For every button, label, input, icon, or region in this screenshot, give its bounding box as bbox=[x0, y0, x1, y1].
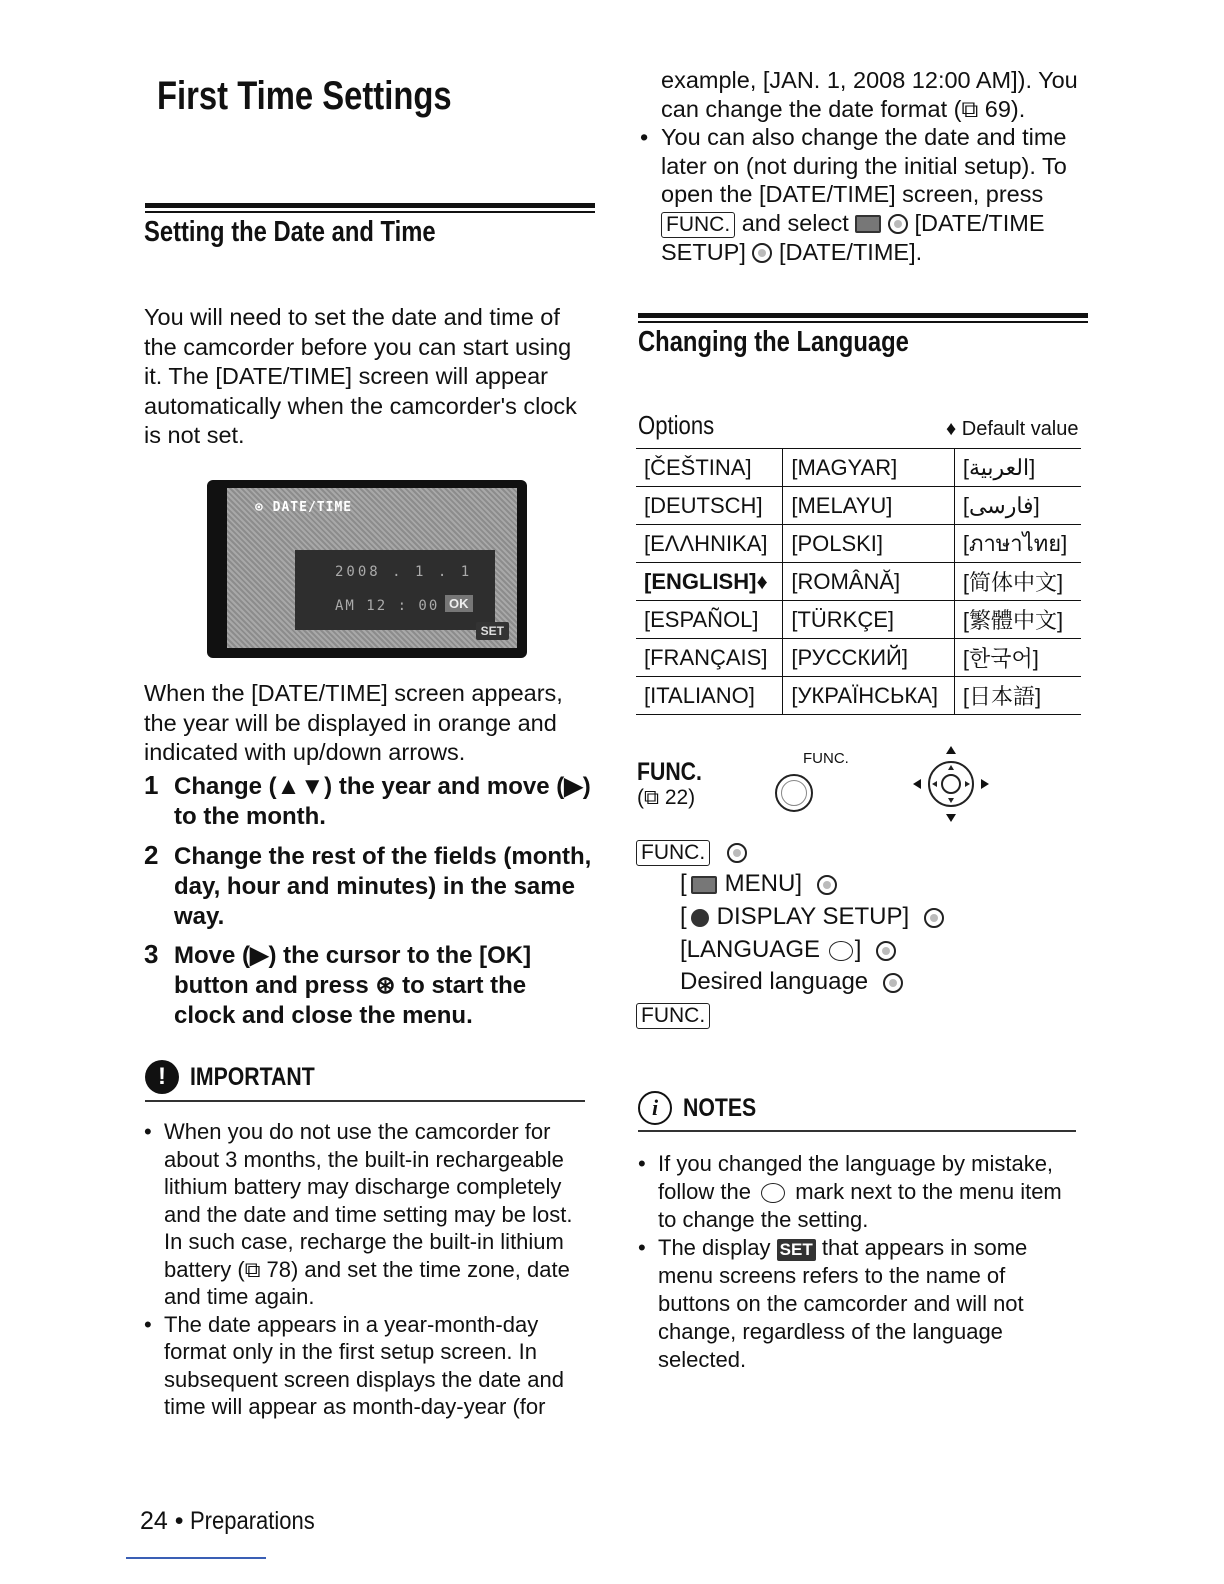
screen-date-box bbox=[295, 550, 495, 630]
table-cell: [УКРАЇНСЬКА] bbox=[783, 677, 955, 715]
func-button-icon bbox=[775, 774, 813, 812]
notes-text: that appears in some menu screens refers to the name of buttons on the camcorder and will not change, regardless of the language selected. bbox=[658, 1235, 1028, 1372]
bullet-text-setup: SETUP] bbox=[661, 238, 746, 265]
func-button-inner bbox=[781, 780, 807, 806]
notes-bullets bbox=[638, 1150, 1083, 1374]
important-rule bbox=[145, 1100, 585, 1102]
step-text: Move (▶) the cursor to the [OK] button and press ⊛ to start the clock and close the menu. bbox=[174, 942, 532, 1029]
procedure-menu-text: MENU] bbox=[724, 870, 803, 897]
func-button-icon: FUNC. bbox=[636, 1003, 710, 1029]
screen-title-text: DATE/TIME bbox=[272, 500, 353, 515]
notes-text: If you changed the language by mistake, follow the bbox=[658, 1151, 1054, 1204]
up-arrow-icon bbox=[946, 746, 956, 754]
bullet-mark: • bbox=[638, 1235, 646, 1260]
screen-title: ⊙ DATE/TIME bbox=[255, 500, 353, 515]
arrow-dot-icon bbox=[888, 214, 908, 234]
table-cell: [ΕΛΛΗΝΙΚΑ] bbox=[636, 525, 783, 563]
procedure-display-text: DISPLAY SETUP] bbox=[716, 903, 910, 930]
func-button-icon: FUNC. bbox=[636, 840, 710, 866]
set-badge: SET bbox=[777, 1239, 816, 1261]
table-cell: [简体中文] bbox=[954, 563, 1081, 601]
table-row bbox=[636, 639, 1081, 677]
procedure-menu: [ MENU] bbox=[680, 870, 837, 898]
table-cell: [РУССКИЙ] bbox=[783, 639, 955, 677]
notes-bullet bbox=[638, 1150, 1083, 1234]
arrow-dot-icon bbox=[752, 243, 772, 263]
step-number: 2 bbox=[144, 840, 159, 870]
table-cell: [POLSKI] bbox=[783, 525, 955, 563]
important-label: IMPORTANT bbox=[190, 1063, 315, 1091]
bullet-text: You can also change the date and time later on (not during the initial setup). To open the [DATE/TIME] screen, press bbox=[661, 124, 1067, 207]
screen-time: AM 12 : 00 bbox=[335, 598, 440, 614]
table-row bbox=[636, 525, 1081, 563]
table-row bbox=[636, 487, 1081, 525]
table-cell: [ESPAÑOL] bbox=[636, 601, 783, 639]
language-table bbox=[636, 448, 1081, 715]
screen-date: 2008 . 1 . 1 bbox=[335, 564, 473, 580]
section-rule-thin bbox=[145, 211, 595, 213]
language-mark-icon bbox=[761, 1183, 785, 1203]
table-cell: [ČEŠTINA] bbox=[636, 449, 783, 487]
footer-underline bbox=[126, 1557, 266, 1559]
display-setup-icon bbox=[691, 909, 709, 927]
notes-text: The display bbox=[658, 1235, 771, 1260]
table-cell: [日本語] bbox=[954, 677, 1081, 715]
arrow-dot-icon bbox=[876, 941, 896, 961]
arrow-dot-icon bbox=[817, 875, 837, 895]
table-cell: [DEUTSCH] bbox=[636, 487, 783, 525]
bullet-mark: • bbox=[640, 124, 649, 150]
screen-inner bbox=[227, 488, 517, 648]
arrow-dot-icon bbox=[727, 843, 747, 863]
step-number: 1 bbox=[144, 770, 159, 800]
page-title: First Time Settings bbox=[157, 74, 452, 118]
bullet-text-end: [DATE/TIME]. bbox=[778, 238, 923, 265]
procedure-language-end: ] bbox=[854, 936, 862, 963]
continuation-text: example, [JAN. 1, 2008 12:00 AM]). You can change the date format (⧉ 69). bbox=[661, 67, 1078, 122]
table-cell: [ภาษาไทย] bbox=[954, 525, 1081, 563]
procedure-end bbox=[636, 1001, 710, 1029]
left-arrow-icon bbox=[913, 779, 921, 789]
notes-text: mark next to the menu item to change the setting. bbox=[658, 1179, 1062, 1232]
notes-label: NOTES bbox=[683, 1094, 757, 1122]
arrow-dot-icon bbox=[883, 973, 903, 993]
arrow-dot-icon bbox=[924, 908, 944, 928]
table-row bbox=[636, 677, 1081, 715]
bullet-body bbox=[640, 123, 1090, 266]
section-heading-datetime: Setting the Date and Time bbox=[144, 216, 436, 248]
screen-set-badge: SET bbox=[476, 622, 509, 640]
table-row bbox=[636, 449, 1081, 487]
step-text: Change (▲▼) the year and move (▶) to the month. bbox=[174, 773, 591, 830]
important-bullet: • When you do not use the camcorder for about 3 months, the built-in rechargeable lithium battery may discharge completely and the date and time setting may be lost. In such case, recharge the built-in lithium battery (⧉ 78) and set the time zone, date and time again. bbox=[144, 1118, 592, 1311]
footer bbox=[140, 1507, 332, 1536]
menu-icon bbox=[855, 215, 881, 233]
datetime-later-bullet bbox=[640, 123, 1090, 266]
table-cell: [FRANÇAIS] bbox=[636, 639, 783, 677]
table-cell: [繁體中文] bbox=[954, 601, 1081, 639]
joystick-center bbox=[942, 775, 960, 793]
procedure-display-setup: [ DISPLAY SETUP] bbox=[680, 903, 944, 931]
func-page-ref: (⧉ 22) bbox=[637, 786, 696, 809]
section-rule-thin bbox=[638, 321, 1088, 323]
table-cell: [فارسی] bbox=[954, 487, 1081, 525]
footer-section: Preparations bbox=[190, 1507, 316, 1535]
step-number: 3 bbox=[144, 939, 159, 969]
down-arrow-icon bbox=[946, 814, 956, 822]
step-text: Change the rest of the fields (month, day, hour and minutes) in the same way. bbox=[174, 843, 592, 930]
section-heading-language: Changing the Language bbox=[638, 326, 909, 358]
notes-icon: i bbox=[638, 1091, 672, 1125]
datetime-screen-illustration bbox=[207, 480, 527, 658]
bullet-text-datetime: [DATE/TIME bbox=[914, 209, 1045, 236]
footer-bullet: • bbox=[174, 1507, 191, 1535]
table-cell: [MELAYU] bbox=[783, 487, 955, 525]
screen-ok-button: OK bbox=[445, 595, 473, 612]
notes-bullet bbox=[638, 1234, 1083, 1374]
table-cell: [ROMÂNĂ] bbox=[783, 563, 955, 601]
important-bullet: • The date appears in a year-month-day format only in the first setup screen. In subsequent screen displays the date and time will appear as month-day-year (for bbox=[144, 1311, 592, 1421]
table-cell: [TÜRKÇE] bbox=[783, 601, 955, 639]
footer-page-number: 24 bbox=[140, 1507, 168, 1535]
bullet-mark: • bbox=[638, 1151, 646, 1176]
func-small-label: FUNC. bbox=[803, 750, 849, 767]
important-bullets bbox=[144, 1118, 592, 1421]
procedure-start bbox=[636, 838, 747, 866]
menu-icon bbox=[691, 876, 717, 894]
section-rule bbox=[638, 313, 1088, 318]
notes-rule bbox=[638, 1130, 1076, 1132]
procedure-desired bbox=[680, 968, 903, 996]
intro-paragraph: You will need to set the date and time of the camcorder before you can start using it. The [DATE/TIME] screen will appear automatically when the camcorder's clock is not set. bbox=[144, 304, 577, 448]
procedure-desired-text: Desired language bbox=[680, 968, 869, 995]
table-row bbox=[636, 601, 1081, 639]
procedure-language bbox=[680, 936, 896, 964]
func-button-icon: FUNC. bbox=[661, 212, 735, 238]
func-heading: FUNC. bbox=[637, 758, 702, 786]
table-cell: [العربية] bbox=[954, 449, 1081, 487]
procedure-language-text: [LANGUAGE bbox=[680, 936, 821, 963]
options-label: Options bbox=[638, 410, 715, 440]
section-rule bbox=[145, 203, 595, 208]
and-select-text: and select bbox=[741, 209, 849, 236]
right-arrow-icon bbox=[981, 779, 989, 789]
important-icon: ! bbox=[145, 1060, 179, 1094]
table-row bbox=[636, 563, 1081, 601]
default-value-label: ♦ Default value bbox=[946, 418, 1079, 440]
table-cell: [한국어] bbox=[954, 639, 1081, 677]
table-cell: [ITALIANO] bbox=[636, 677, 783, 715]
table-cell: [ENGLISH]♦ bbox=[636, 563, 783, 601]
language-mark-icon bbox=[829, 941, 853, 961]
joystick-icon bbox=[910, 744, 992, 824]
table-cell: [MAGYAR] bbox=[783, 449, 955, 487]
after-screen-paragraph: When the [DATE/TIME] screen appears, the year will be displayed in orange and indicated with up/down arrows. bbox=[144, 680, 563, 765]
